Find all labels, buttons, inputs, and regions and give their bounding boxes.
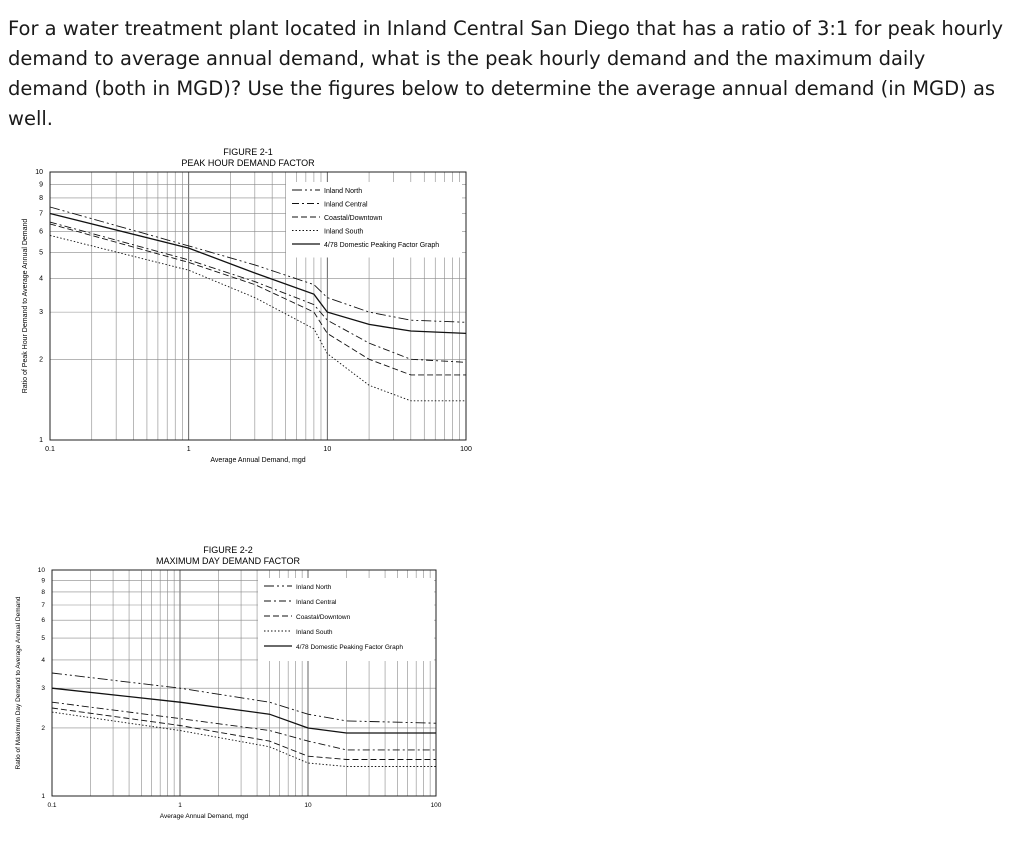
y-tick-label: 3 xyxy=(41,685,45,693)
y-tick-label: 5 xyxy=(39,249,43,257)
chart-title: MAXIMUM DAY DEMAND FACTOR xyxy=(155,556,301,566)
y-tick-label: 2 xyxy=(41,724,45,732)
legend-entry: 4/78 Domestic Peaking Factor Graph xyxy=(296,644,403,651)
x-tick-label: 10 xyxy=(323,446,332,453)
legend-entry: Coastal/Downtown xyxy=(296,614,351,621)
y-tick-label: 10 xyxy=(37,567,45,574)
x-axis-label: Average Annual Demand, mgd xyxy=(210,457,306,464)
series-line xyxy=(52,688,436,733)
legend-entry: Inland Central xyxy=(324,201,368,209)
legend-entry: 4/78 Domestic Peaking Factor Graph xyxy=(324,242,440,249)
y-axis-label: Ratio of Maximum Day Demand to Average Annual Demand xyxy=(15,596,22,770)
x-tick-label: 100 xyxy=(460,446,472,453)
y-tick-label: 7 xyxy=(39,210,43,218)
series-line xyxy=(52,712,436,766)
chart-title: PEAK HOUR DEMAND FACTOR xyxy=(181,158,315,168)
x-tick-label: 1 xyxy=(186,446,191,453)
series-line xyxy=(52,702,436,750)
x-tick-label: 100 xyxy=(430,802,442,809)
y-tick-label: 9 xyxy=(39,181,43,189)
x-tick-label: 0.1 xyxy=(47,802,57,809)
y-tick-label: 6 xyxy=(39,228,43,236)
y-tick-label: 7 xyxy=(41,602,45,610)
legend-entry: Inland North xyxy=(324,188,363,195)
y-tick-label: 5 xyxy=(41,635,45,643)
figure-label: FIGURE 2-2 xyxy=(203,545,253,555)
y-tick-label: 2 xyxy=(39,356,43,364)
x-tick-label: 10 xyxy=(304,802,312,809)
y-tick-label: 1 xyxy=(41,793,45,800)
legend-entry: Inland North xyxy=(296,584,332,591)
y-tick-label: 8 xyxy=(39,194,43,202)
y-tick-label: 8 xyxy=(41,588,45,596)
y-tick-label: 9 xyxy=(41,577,45,585)
y-tick-label: 4 xyxy=(41,656,45,664)
legend-entry: Inland South xyxy=(324,228,364,236)
y-tick-label: 3 xyxy=(39,309,43,317)
y-axis-label: Ratio of Peak Hour Demand to Average Annual Demand xyxy=(22,218,29,394)
x-axis-label: Average Annual Demand, mgd xyxy=(159,813,249,820)
y-tick-label: 4 xyxy=(39,275,43,283)
y-tick-label: 10 xyxy=(35,169,43,176)
legend-entry: Coastal/Downtown xyxy=(324,215,383,222)
x-tick-label: 0.1 xyxy=(45,446,55,453)
y-tick-label: 6 xyxy=(41,617,45,625)
x-tick-label: 1 xyxy=(178,802,182,809)
legend-entry: Inland South xyxy=(296,629,333,636)
series-line xyxy=(50,235,466,400)
y-tick-label: 1 xyxy=(39,437,43,444)
legend-entry: Inland Central xyxy=(296,599,337,606)
figure-label: FIGURE 2-1 xyxy=(223,147,273,157)
series-line xyxy=(52,708,436,760)
figure-2-2 xyxy=(0,538,460,838)
question-text: For a water treatment plant located in Inland Central San Diego that has a ratio of 3:1 for peak hourly demand to average annual demand, what is the peak hourly demand and the maximum daily demand (both in MGD)? Use the figures below to determine the average annual demand (in MGD) as well. xyxy=(8,17,1003,130)
figure-2-1 xyxy=(0,140,500,470)
